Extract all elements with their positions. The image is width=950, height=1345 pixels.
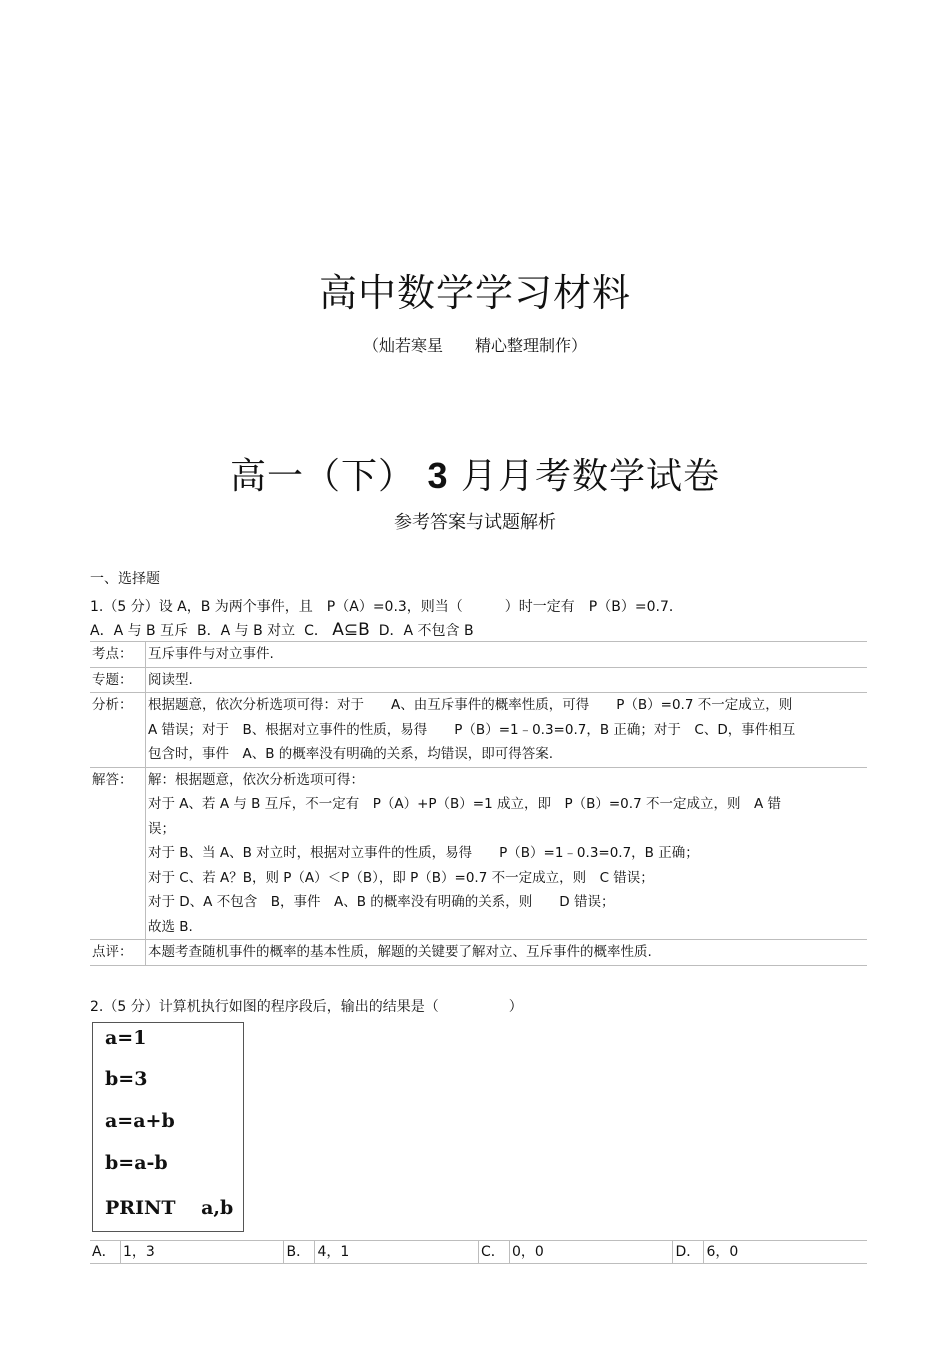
option-value: 1，3	[120, 1241, 284, 1264]
analysis-text	[146, 940, 868, 966]
q1-option-b: B．A 与 B 对立	[197, 623, 296, 639]
option-value: 0，0	[509, 1241, 673, 1264]
option-label: B．	[284, 1241, 315, 1264]
analysis-line: 故选 B.	[148, 918, 193, 935]
analysis-line: 对于 A、若 A 与 B 互斥，不一定有 P（A）+P（B）=1 成立，即 P（B）=0.7 不一定成立，则 A 错	[148, 796, 781, 812]
analysis-line: 互斥事件与对立事件.	[148, 646, 274, 662]
analysis-line: 对于 D、A 不包含 B，事件 A、B 的概率没有明确的关系，则 D 错误；	[148, 894, 615, 910]
program-code-box	[92, 1022, 244, 1232]
analysis-line: A 错误；对于 B、根据对立事件的性质，易得 P（B）=1﹣0.3=0.7，B 正确；对于 C、D，事件相互	[148, 721, 796, 738]
analysis-label: 点评：	[90, 940, 146, 966]
exam-title-number: 3	[427, 455, 449, 496]
options-row	[90, 1241, 867, 1264]
question-1-stem: 1.（5 分）设 A，B 为两个事件，且 P（A）=0.3，则当（ ）时一定有 P（B）=0.7．	[90, 599, 683, 615]
section-heading: 一、选择题	[90, 571, 160, 587]
question-1-options	[90, 620, 474, 640]
analysis-line: 包含时，事件 A、B 的概率没有明确的关系，均错误，即可得答案.	[148, 746, 554, 762]
analysis-line: 根据题意，依次分析选项可得：对于 A、由互斥事件的概率性质，可得 P（B）=0.7 不一定成立，则	[148, 697, 793, 713]
code-line: b=3	[105, 1068, 148, 1090]
q1-option-a: A．A 与 B 互斥	[90, 623, 189, 639]
analysis-label: 分析：	[90, 693, 146, 768]
analysis-row	[90, 693, 867, 768]
q1-option-d: D．A 不包含 B	[378, 623, 474, 639]
analysis-row	[90, 667, 867, 693]
option-value: 4，1	[315, 1241, 479, 1264]
code-line: PRINT a,b	[105, 1197, 234, 1219]
analysis-line: 对于 C、若 A？B，则 P（A）＜P（B），即 P（B）=0.7 不一定成立，则 C 错误；	[148, 869, 654, 886]
analysis-label: 专题：	[90, 667, 146, 693]
code-line: b=a-b	[105, 1152, 168, 1174]
exam-subtitle: 参考答案与试题解析	[394, 512, 556, 533]
exam-title-suffix: 月月考数学试卷	[460, 456, 720, 497]
analysis-line: 阅读型.	[148, 671, 193, 688]
analysis-label: 考点：	[90, 642, 146, 668]
analysis-text	[146, 667, 868, 693]
analysis-line: 误；	[148, 820, 175, 837]
analysis-line: 对于 B、当 A、B 对立时，根据对立事件的性质，易得 P（B）=1﹣0.3=0.7，B 正确；	[148, 845, 699, 861]
analysis-line: 解：根据题意，依次分析选项可得：	[148, 771, 364, 788]
analysis-row	[90, 767, 867, 940]
q1-option-c-label: C．	[304, 623, 328, 639]
analysis-text	[146, 767, 868, 940]
analysis-row	[90, 940, 867, 966]
analysis-label: 解答：	[90, 767, 146, 940]
exam-title-prefix: 高一（下）	[230, 456, 416, 497]
analysis-text	[146, 693, 868, 768]
option-value: 6，0	[704, 1241, 867, 1264]
option-label: D．	[673, 1241, 704, 1264]
material-subtitle: （灿若寒星 精心整理制作）	[362, 336, 587, 355]
question-2-stem: 2.（5 分）计算机执行如图的程序段后，输出的结果是（ ）	[90, 999, 523, 1015]
analysis-row	[90, 642, 867, 668]
code-line: a=1	[105, 1027, 147, 1049]
option-label: C．	[478, 1241, 509, 1264]
analysis-text	[146, 642, 868, 668]
material-title: 高中数学学习材料	[318, 271, 631, 315]
option-label: A．	[90, 1241, 120, 1264]
question-2-options	[90, 1240, 867, 1264]
analysis-line: 本题考查随机事件的概率的基本性质，解题的关键要了解对立、互斥事件的概率性质.	[148, 944, 652, 960]
q1-option-c-value: A⊆B	[332, 620, 370, 640]
code-line: a=a+b	[105, 1110, 175, 1132]
exam-title	[0, 448, 950, 499]
analysis-table	[90, 641, 867, 966]
